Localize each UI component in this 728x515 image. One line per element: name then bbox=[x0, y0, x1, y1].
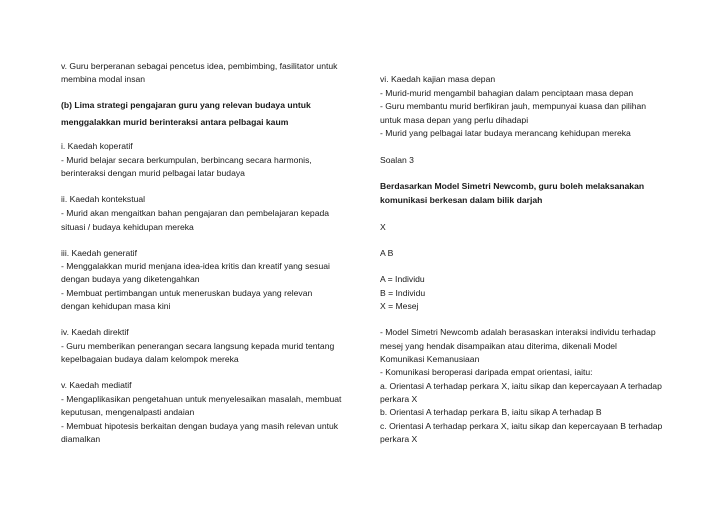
text-line: c. Orientasi A terhadap perkara X, iaitu sikap dan kepercayaan B terhadap bbox=[380, 421, 663, 431]
method-heading: v. Kaedah mediatif bbox=[61, 380, 132, 390]
question-statement: komunikasi berkesan dalam bilik darjah bbox=[380, 195, 543, 205]
text-line: - Murid yang pelbagai latar budaya merancang kehidupan mereka bbox=[380, 128, 631, 138]
legend-line: B = Individu bbox=[380, 288, 426, 298]
text-line: perkara X bbox=[380, 394, 418, 404]
legend-line: A = Individu bbox=[380, 274, 425, 284]
section-heading-b: menggalakkan murid berinteraksi antara pelbagai kaum bbox=[61, 117, 289, 127]
text-line: kepelbagaian budaya dalam kelompok mereka bbox=[61, 354, 239, 364]
diagram-label-ab: A B bbox=[380, 248, 394, 258]
question-statement: Berdasarkan Model Simetri Newcomb, guru boleh melaksanakan bbox=[380, 181, 645, 191]
text-line: perkara X bbox=[380, 434, 418, 444]
text-line: b. Orientasi A terhadap perkara B, iaitu sikap A terhadap B bbox=[380, 407, 602, 417]
text-line: dengan kehidupan masa kini bbox=[61, 301, 171, 311]
text-line: - Murid akan mengaitkan bahan pengajaran dan pembelajaran kepada bbox=[61, 208, 330, 218]
text-line: - Murid-murid mengambil bahagian dalam penciptaan masa depan bbox=[380, 88, 634, 98]
method-heading: vi. Kaedah kajian masa depan bbox=[380, 74, 496, 84]
text-line: - Murid belajar secara berkumpulan, berbincang secara harmonis, bbox=[61, 155, 312, 165]
method-heading: i. Kaedah koperatif bbox=[61, 141, 133, 151]
text-line: situasi / budaya kehidupan mereka bbox=[61, 222, 194, 232]
text-line: berinteraksi dengan murid pelbagai latar budaya bbox=[61, 168, 245, 178]
text-line: - Mengaplikasikan pengetahuan untuk menyelesaikan masalah, membuat bbox=[61, 394, 342, 404]
method-heading: iii. Kaedah generatif bbox=[61, 248, 137, 258]
text-line: - Guru memberikan penerangan secara langsung kepada murid tentang bbox=[61, 341, 335, 351]
text-line: untuk masa depan yang perlu dihadapi bbox=[380, 115, 529, 125]
text-line: mesej yang hendak disampaikan atau diterima, dikenali Model bbox=[380, 341, 617, 351]
text-line: dengan budaya yang diketengahkan bbox=[61, 274, 200, 284]
diagram-label-x: X bbox=[380, 222, 386, 232]
section-heading-b: (b) Lima strategi pengajaran guru yang relevan budaya untuk bbox=[61, 100, 311, 110]
text-line: keputusan, mengenalpasti andaian bbox=[61, 407, 195, 417]
text-line: v. Guru berperanan sebagai pencetus idea, pembimbing, fasilitator untuk bbox=[61, 61, 338, 71]
text-line: - Model Simetri Newcomb adalah berasaskan interaksi individu terhadap bbox=[380, 327, 656, 337]
method-heading: ii. Kaedah kontekstual bbox=[61, 194, 146, 204]
text-line: a. Orientasi A terhadap perkara X, iaitu sikap dan kepercayaan A terhadap bbox=[380, 381, 662, 391]
text-line: diamalkan bbox=[61, 434, 101, 444]
text-line: - Komunikasi beroperasi daripada empat orientasi, iaitu: bbox=[380, 367, 593, 377]
text-line: - Guru membantu murid berfikiran jauh, mempunyai kuasa dan pilihan bbox=[380, 101, 647, 111]
method-heading: iv. Kaedah direktif bbox=[61, 327, 129, 337]
legend-line: X = Mesej bbox=[380, 301, 419, 311]
text-line: - Menggalakkan murid menjana idea-idea kritis dan kreatif yang sesuai bbox=[61, 261, 330, 271]
text-line: - Membuat pertimbangan untuk meneruskan budaya yang relevan bbox=[61, 288, 313, 298]
text-line: membina modal insan bbox=[61, 74, 146, 84]
text-line: Komunikasi Kemanusiaan bbox=[380, 354, 480, 364]
text-line: - Membuat hipotesis berkaitan dengan budaya yang masih relevan untuk bbox=[61, 421, 339, 431]
question-heading: Soalan 3 bbox=[380, 155, 414, 165]
